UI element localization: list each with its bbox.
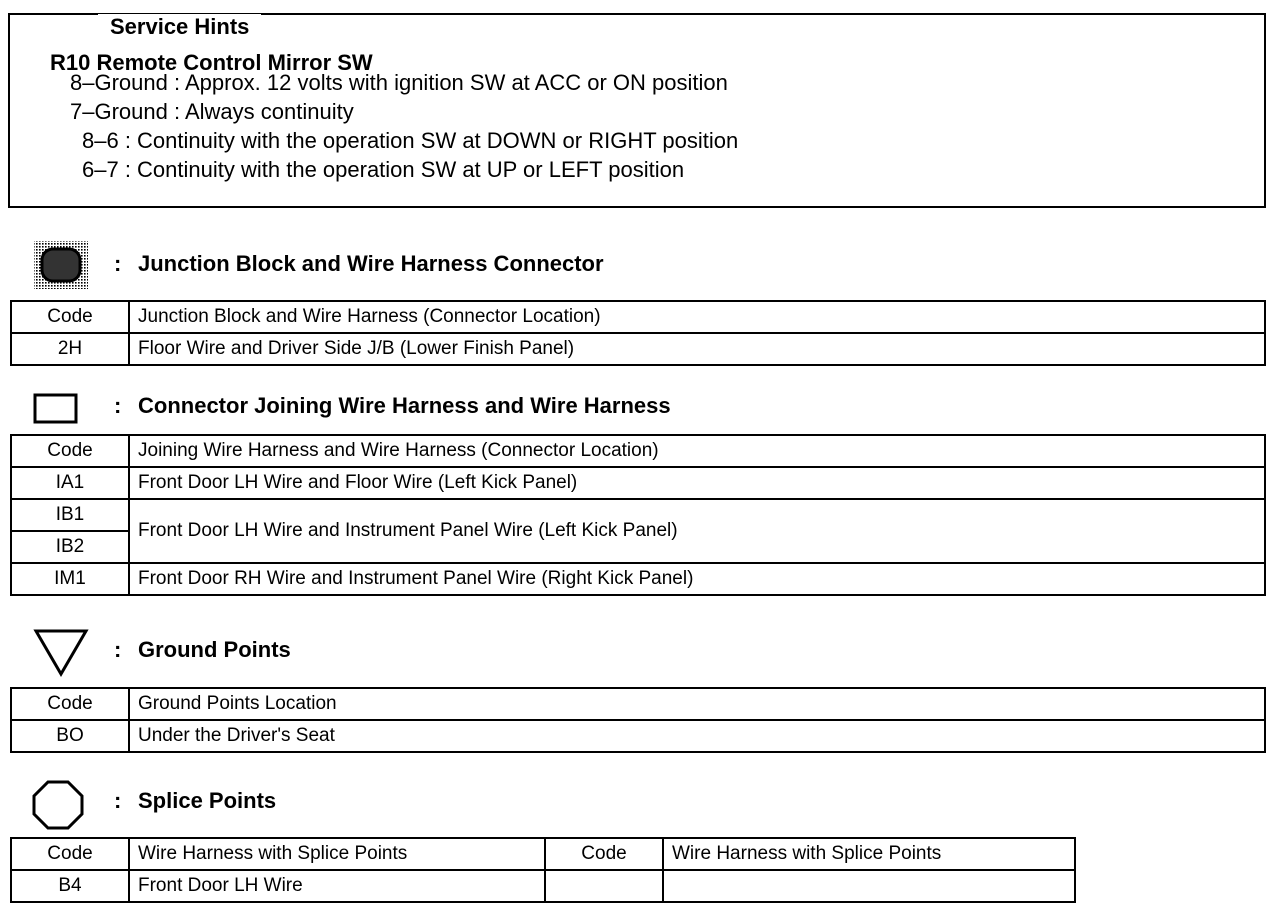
table-row bbox=[11, 301, 1265, 333]
ground-row-desc: Under the Driver's Seat bbox=[129, 720, 1265, 752]
connector-colon: : bbox=[114, 393, 122, 418]
table-row bbox=[11, 467, 1265, 499]
connector-icon bbox=[33, 393, 79, 425]
table-row bbox=[11, 720, 1265, 752]
junction-row-code: 2H bbox=[11, 333, 129, 365]
ground-colon: : bbox=[114, 637, 122, 662]
junction-header-code: Code bbox=[11, 301, 129, 333]
splice-row-desc-2-empty bbox=[663, 870, 1075, 902]
table-row bbox=[11, 435, 1265, 467]
table-row bbox=[11, 563, 1265, 595]
hint-line-3: 8–6 : Continuity with the operation SW at DOWN or RIGHT position bbox=[82, 128, 739, 153]
table-row bbox=[11, 838, 1075, 870]
splice-row-desc: Front Door LH Wire bbox=[129, 870, 545, 902]
junction-colon: : bbox=[114, 251, 122, 276]
connector-header-code: Code bbox=[11, 435, 129, 467]
splice-row-code: B4 bbox=[11, 870, 129, 902]
connector-row-code-ia1: IA1 bbox=[11, 467, 129, 499]
service-hints-heading: R10 Remote Control Mirror SW bbox=[50, 50, 373, 75]
ground-table bbox=[10, 687, 1266, 753]
splice-row-code-2-empty bbox=[545, 870, 663, 902]
hint-line-2: 7–Ground : Always continuity bbox=[70, 99, 354, 124]
connector-row-desc-ib: Front Door LH Wire and Instrument Panel Wire (Left Kick Panel) bbox=[129, 499, 1265, 563]
splice-octagon-icon bbox=[32, 780, 84, 830]
table-row bbox=[11, 333, 1265, 365]
splice-header-code: Code bbox=[11, 838, 129, 870]
hint-line-4: 6–7 : Continuity with the operation SW at UP or LEFT position bbox=[82, 157, 685, 182]
hint-line-1: 8–Ground : Approx. 12 volts with ignition SW at ACC or ON position bbox=[70, 70, 728, 95]
splice-header-desc-2: Wire Harness with Splice Points bbox=[663, 838, 1075, 870]
ground-row-code: BO bbox=[11, 720, 129, 752]
table-row bbox=[11, 499, 1265, 531]
connector-table bbox=[10, 434, 1266, 596]
junction-table bbox=[10, 300, 1266, 366]
splice-header-desc: Wire Harness with Splice Points bbox=[129, 838, 545, 870]
connector-row-desc-im1: Front Door RH Wire and Instrument Panel Wire (Right Kick Panel) bbox=[129, 563, 1265, 595]
table-row bbox=[11, 688, 1265, 720]
service-hints-title: Service Hints bbox=[98, 14, 261, 40]
junction-row-desc: Floor Wire and Driver Side J/B (Lower Finish Panel) bbox=[129, 333, 1265, 365]
splice-header-code-2: Code bbox=[545, 838, 663, 870]
splice-section-title: Splice Points bbox=[138, 788, 277, 813]
ground-section-title: Ground Points bbox=[138, 637, 291, 662]
service-hints-box bbox=[8, 13, 1266, 208]
ground-header-code: Code bbox=[11, 688, 129, 720]
connector-row-code-im1: IM1 bbox=[11, 563, 129, 595]
ground-header-desc: Ground Points Location bbox=[129, 688, 1265, 720]
connector-row-code-ib2: IB2 bbox=[11, 531, 129, 563]
junction-block-icon bbox=[33, 240, 89, 290]
ground-triangle-icon bbox=[33, 628, 89, 678]
splice-colon: : bbox=[114, 788, 122, 813]
table-row bbox=[11, 870, 1075, 902]
connector-section-title: Connector Joining Wire Harness and Wire Harness bbox=[138, 393, 671, 418]
junction-header-desc: Junction Block and Wire Harness (Connector Location) bbox=[129, 301, 1265, 333]
connector-row-desc-ia1: Front Door LH Wire and Floor Wire (Left Kick Panel) bbox=[129, 467, 1265, 499]
connector-row-code-ib1: IB1 bbox=[11, 499, 129, 531]
junction-section-title: Junction Block and Wire Harness Connector bbox=[138, 251, 604, 276]
splice-table bbox=[10, 837, 1076, 903]
connector-header-desc: Joining Wire Harness and Wire Harness (Connector Location) bbox=[129, 435, 1265, 467]
